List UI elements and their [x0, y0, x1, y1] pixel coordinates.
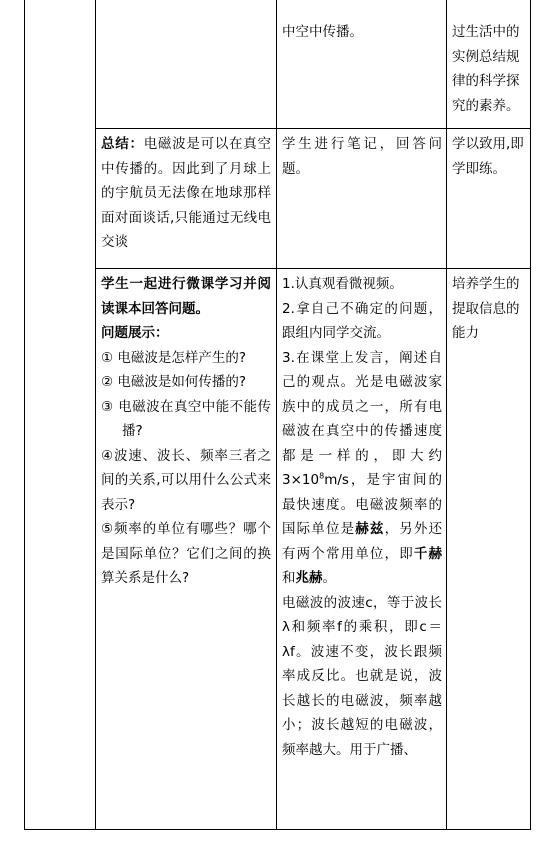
row2-intent-text: 学以致用,即学即练。 — [452, 136, 524, 177]
row2-intent-cell — [452, 132, 528, 181]
wave-relation-paragraph: 电磁波的波速c，等于波长λ和频率f的乘积，即c＝λf。波速不变，波长跟频率成反比。也就是说，波长越长的电磁波，频率越小；波长越短的电磁波，频率越大。用于广播、 — [282, 594, 442, 758]
table-border-right — [530, 0, 531, 829]
row-divider-2 — [95, 268, 531, 269]
step-item: 1.认真观看微视频。 — [282, 276, 403, 292]
row2-student-cell — [282, 132, 442, 181]
step3-text: ，另外还有两个常用单位，即 — [282, 521, 443, 562]
question-item: ③ 电磁波在真空中能不能传播? — [101, 398, 271, 439]
question-item: ⑤频率的单位有哪些？哪个是国际单位？它们之间的换算关系是什么? — [101, 521, 271, 586]
column-divider-1 — [95, 0, 96, 829]
question-item: ② 电磁波是如何传播的? — [101, 374, 247, 390]
row3-intent-cell — [452, 272, 528, 346]
speed-exponent: 8 — [319, 471, 325, 481]
row-divider-1 — [95, 128, 531, 129]
row1-intent-line: 律的科学探 — [452, 73, 520, 89]
row1-intent-cell — [452, 20, 528, 118]
table-border-bottom — [24, 829, 531, 830]
step3-text: 3.在课堂上发言，阐述自己的观点。光是电磁波家族中的成员之一，所有电磁波在真空中的传播速度都是一样的，即大约3×10 — [282, 349, 442, 488]
unit-hertz: 赫兹 — [355, 521, 385, 537]
step3-text: 。 — [322, 570, 336, 586]
row1-student-cell — [282, 20, 442, 45]
step-item: 2.拿自己不确定的问题，跟组内同学交流。 — [282, 300, 442, 341]
summary-label: 总结： — [101, 136, 144, 152]
step-3-paragraph — [282, 346, 442, 591]
step3-text: m/s，是宇宙间的最快速度。电磁波频率的国际单位是 — [282, 472, 442, 537]
row2-student-text: 学生进行笔记，回答问题。 — [282, 136, 442, 177]
table-border-left — [24, 0, 25, 829]
row3-teacher-cell — [101, 272, 271, 591]
question-item: ① 电磁波是怎样产生的? — [101, 349, 247, 366]
row3-intent-text: 培养学生的提取信息的能力 — [452, 276, 520, 341]
column-divider-2 — [276, 0, 277, 829]
row1-intent-line: 究的素养。 — [452, 97, 520, 114]
summary-text: 电磁波是可以在真空中传播的。因此到了月球上的宇航员无法像在地球那样面对面谈话,只能通过无线电交谈 — [101, 136, 272, 250]
unit-kilohertz: 千赫 — [413, 545, 443, 562]
row2-summary-cell — [101, 132, 271, 255]
row3-student-cell — [282, 272, 442, 762]
row1-intent-line: 实例总结规 — [452, 48, 520, 65]
row1-intent-line: 过生活中的 — [452, 24, 520, 40]
column-divider-3 — [446, 0, 447, 829]
question-item: ④波速、波长、频率三者之间的关系,可以用什么公式来表示? — [101, 447, 271, 513]
row1-student-text: 中空中传播。 — [282, 24, 363, 40]
problems-label: 问题展示： — [101, 325, 169, 341]
teacher-heading: 学生一起进行微课学习并阅读课本回答问题。 — [101, 276, 271, 317]
unit-megahertz: 兆赫 — [295, 570, 323, 586]
step3-text: 和 — [282, 570, 296, 586]
